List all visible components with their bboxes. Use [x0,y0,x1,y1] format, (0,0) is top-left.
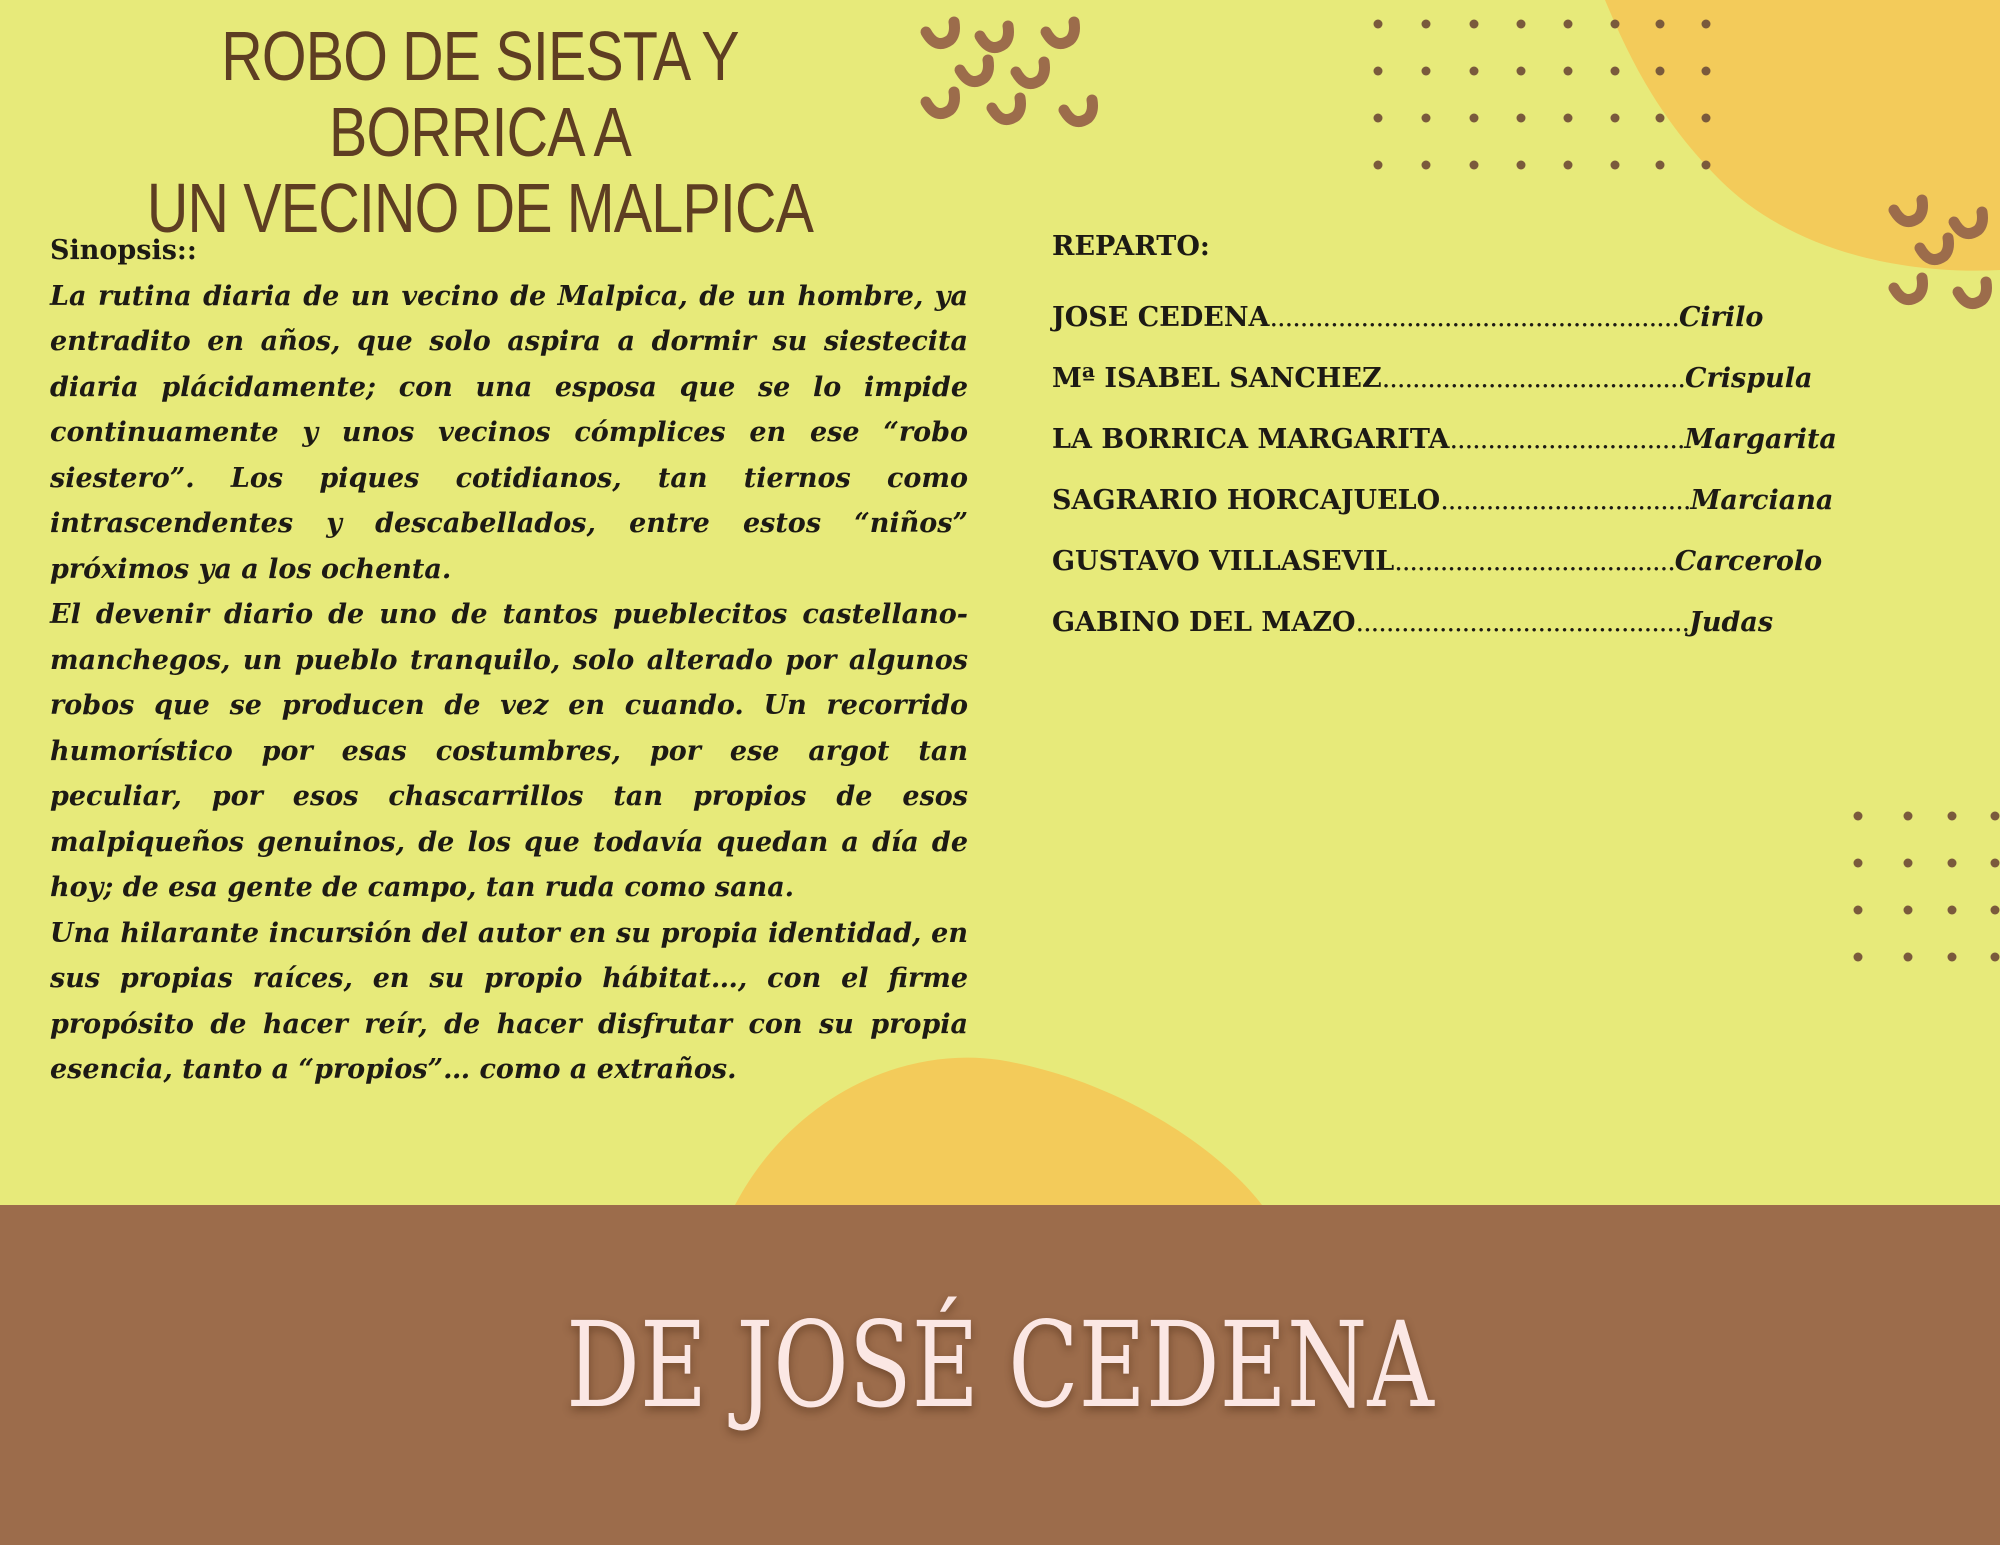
cast-row [1052,531,1912,592]
cast-leader-dots: ............................... [1449,424,1685,455]
cast-role: Crispula [1685,363,1813,394]
synopsis-section [50,228,968,1093]
cast-row [1052,592,1912,653]
cast-row [1052,348,1912,409]
cast-actor: LA BORRICA MARGARITA [1052,424,1450,455]
dot-grid-right [1854,812,2000,962]
cast-row [1052,409,1912,470]
cast-actor: SAGRARIO HORCAJUELO [1052,485,1441,516]
cast-actor: Mª ISABEL SANCHEZ [1052,363,1382,394]
cast-row [1052,287,1912,348]
chevron-marks-top [926,22,1093,122]
cast-role: Cirilo [1678,302,1764,333]
cast-role: Judas [1689,607,1774,638]
cast-title: REPARTO: [1052,231,1210,262]
cast-actor: GABINO DEL MAZO [1052,607,1356,638]
cast-role: Marciana [1690,485,1834,516]
synopsis-label: Sinopsis:: [50,235,197,266]
cast-leader-dots: ...................................................... [1269,302,1679,333]
cast-actor: JOSE CEDENA [1052,302,1270,333]
title-line-1: ROBO DE SIESTA Y BORRICA A [221,17,739,171]
title-line-2: UN VECINO DE MALPICA [146,169,814,247]
cast-row [1052,470,1912,531]
cast-leader-dots: ........................................ [1381,363,1686,394]
author-credit: DE JOSÉ CEDENA [566,1296,1434,1434]
synopsis-paragraph: La rutina diaria de un vecino de Malpica, de un hombre, ya entradito en años, que solo aspira a dormir su siestecita diaria plácidamente; con una esposa que se lo impide continuamente y unos vecinos cómplices en ese “robo siestero”. Los piques cotidianos, tan tiernos como intrascendentes y descabellados, entre estos “niños” próximos ya a los ochenta. [50,280,968,585]
cast-leader-dots: ............................................ [1355,607,1690,638]
cast-role: Carcerolo [1674,546,1823,577]
synopsis-paragraph: El devenir diario de uno de tantos pueblecitos castellano-manchegos, un pueblo tranquilo, solo alterado por algunos robos que se producen de vez en cuando. Un recorrido humorístico por esas costumbres, por ese argot tan peculiar, por esos chascarrillos tan propios de esos malpiqueños genuinos, de los que todavía quedan a día de hoy; de esa gente de campo, tan ruda como sana. [50,599,968,903]
cast-actor: GUSTAVO VILLASEVIL [1052,546,1395,577]
cast-section [1052,224,1912,653]
cast-leader-dots: ................................. [1440,485,1691,516]
page-title [119,18,841,246]
cast-leader-dots: ..................................... [1394,546,1675,577]
cast-role: Margarita [1684,424,1837,455]
synopsis-paragraph: Una hilarante incursión del autor en su propia identidad, en sus propias raíces, en su propio hábitat…, con el firme propósito de hacer reír, de hacer disfrutar con su propia esencia, tanto a “propios”… como a extraños. [50,917,968,1085]
